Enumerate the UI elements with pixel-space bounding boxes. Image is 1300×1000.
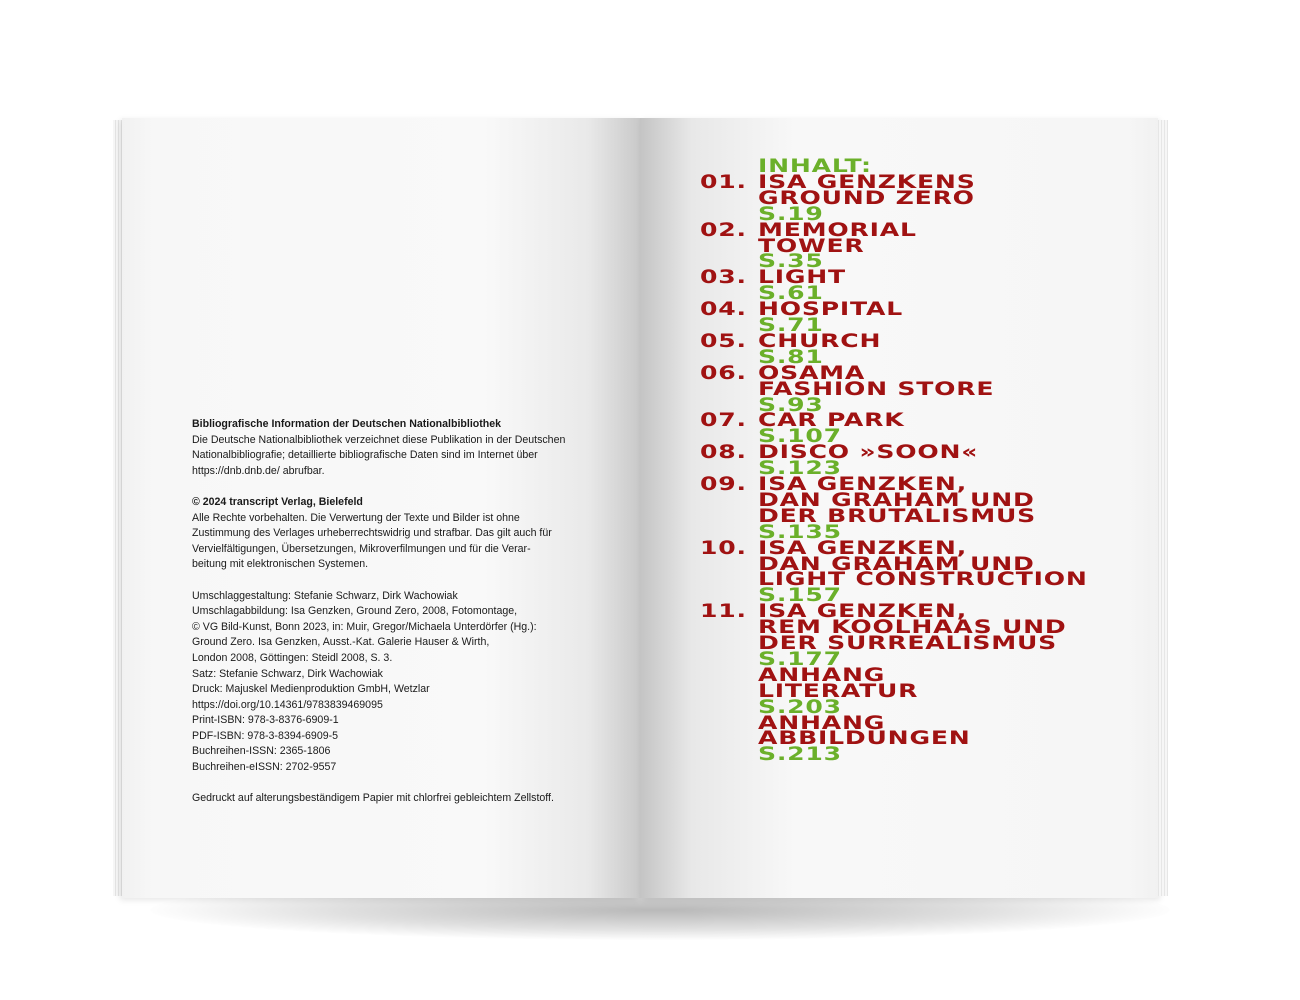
entry-title: ANHANG [758, 711, 886, 734]
credit-line: Ground Zero. Isa Genzken, Ausst.-Kat. Galerie Hauser & Wirth, [192, 636, 490, 649]
bib-heading: Bibliografische Information der Deutschen Nationalbibliothek [192, 418, 502, 430]
entry-page: S.157 [758, 584, 842, 607]
imprint-block [192, 417, 612, 807]
entry-title: ISA GENZKEN, [758, 600, 968, 623]
bib-line: https://dnb.dnb.de/ abrufbar. [192, 464, 325, 477]
entry-page: S.71 [758, 314, 824, 336]
copyright-heading: © 2024 transcript Verlag, Bielefeld [192, 495, 363, 508]
rights-line: Zustimmung des Verlages urheberrechtswidrig und strafbar. Das gilt auch für [192, 527, 552, 540]
entry-number: 01. [700, 170, 747, 193]
bib-line: Nationalbibliografie; detaillierte bibliografische Daten sind im Internet über [192, 449, 538, 462]
entry-title: ABBILDUNGEN [758, 727, 971, 750]
entry-title: CHURCH [758, 329, 882, 352]
rights-line: Alle Rechte vorbehalten. Die Verwertung der Texte und Bilder ist ohne [192, 511, 520, 524]
entry-title: REM KOOLHAAS UND [758, 616, 1067, 639]
entry-page: S.19 [758, 202, 824, 225]
entry-number: 09. [700, 473, 747, 495]
entry-title: ISA GENZKEN, [758, 473, 968, 495]
entry-title: DISCO »SOON« [758, 441, 979, 464]
bibliographic-info [192, 417, 612, 479]
entry-title: ISA GENZKEN, [758, 536, 968, 559]
entry-title: OSAMA [758, 361, 866, 384]
entry-title: FASHION STORE [758, 377, 995, 400]
entry-title: CAR PARK [758, 409, 905, 432]
credit-line: Buchreihen-eISSN: 2702-9557 [192, 761, 337, 774]
entry-page: S.177 [758, 647, 842, 670]
entry-title: DAN GRAHAM UND [758, 488, 1035, 511]
credit-line: Druck: Majuskel Medienproduktion GmbH, Wetzlar [192, 683, 430, 696]
entry-page: S.81 [758, 345, 824, 368]
entry-title: LIGHT [758, 266, 846, 289]
entry-number: 10. [700, 536, 747, 559]
credit-line: © VG Bild-Kunst, Bonn 2023, in: Muir, Gregor/Michaela Unterdörfer (Hg.): [192, 620, 537, 633]
entry-title: TOWER [758, 234, 865, 257]
entry-number: 04. [700, 298, 747, 321]
entry-title: DAN GRAHAM UND [758, 552, 1035, 575]
credit-line: PDF-ISBN: 978-3-8394-6909-5 [192, 729, 339, 742]
contents-heading: INHALT: [758, 155, 872, 177]
entry-page: S.35 [758, 250, 824, 273]
entry-title: MEMORIAL [758, 218, 917, 241]
credit-line: Umschlaggestaltung: Stefanie Schwarz, Dirk Wachowiak [192, 589, 458, 602]
entry-page: S.107 [758, 425, 842, 448]
page-stack-left [113, 120, 122, 896]
rights-line: Vervielfältigungen, Übersetzungen, Mikroverfilmungen und für die Verar- [192, 542, 531, 555]
entry-number: 06. [700, 361, 747, 384]
entry-number: 11. [700, 600, 747, 623]
entry-title: GROUND ZERO [758, 186, 975, 209]
entry-page: S.61 [758, 282, 824, 305]
entry-page: S.93 [758, 393, 824, 416]
bib-line: Die Deutsche Nationalbibliothek verzeichnet diese Publikation in der Deutschen [192, 433, 566, 446]
entry-page: S.203 [758, 695, 842, 718]
paper-note: Gedruckt auf alterungsbeständigem Papier mit chlorfrei gebleichtem Zellstoff. [192, 792, 554, 805]
entry-title: HOSPITAL [758, 298, 903, 321]
entry-number: 02. [700, 218, 747, 241]
entry-page: S.135 [758, 520, 842, 543]
entry-title: ANHANG [758, 663, 886, 686]
entry-title: LITERATUR [758, 679, 919, 702]
entry-number: 07. [700, 409, 747, 432]
entry-number: 03. [700, 266, 747, 289]
entry-number: 05. [700, 329, 747, 352]
rights-line: beitung mit elektronischen Systemen. [192, 558, 369, 571]
credit-line: https://doi.org/10.14361/9783839469095 [192, 698, 383, 711]
copyright-info [192, 495, 612, 573]
entry-title: DER SURREALISMUS [758, 632, 1058, 654]
credits [192, 589, 612, 776]
entry-title: LIGHT CONSTRUCTION [758, 568, 1088, 591]
credit-line: Umschlagabbildung: Isa Genzken, Ground Zero, 2008, Fotomontage, [192, 605, 518, 618]
entry-title: DER BRUTALISMUS [758, 504, 1037, 527]
credit-line: Buchreihen-ISSN: 2365-1806 [192, 745, 331, 758]
credit-line: London 2008, Göttingen: Steidl 2008, S. 3. [192, 651, 393, 664]
entry-number: 08. [700, 441, 747, 464]
credit-line: Satz: Stefanie Schwarz, Dirk Wachowiak [192, 667, 383, 680]
entry-title: ISA GENZKENS [758, 170, 976, 193]
page-stack-right [1158, 120, 1168, 896]
credit-line: Print-ISBN: 978-3-8376-6909-1 [192, 714, 339, 727]
entry-page: S.123 [758, 457, 842, 480]
entry-page: S.213 [758, 743, 842, 766]
